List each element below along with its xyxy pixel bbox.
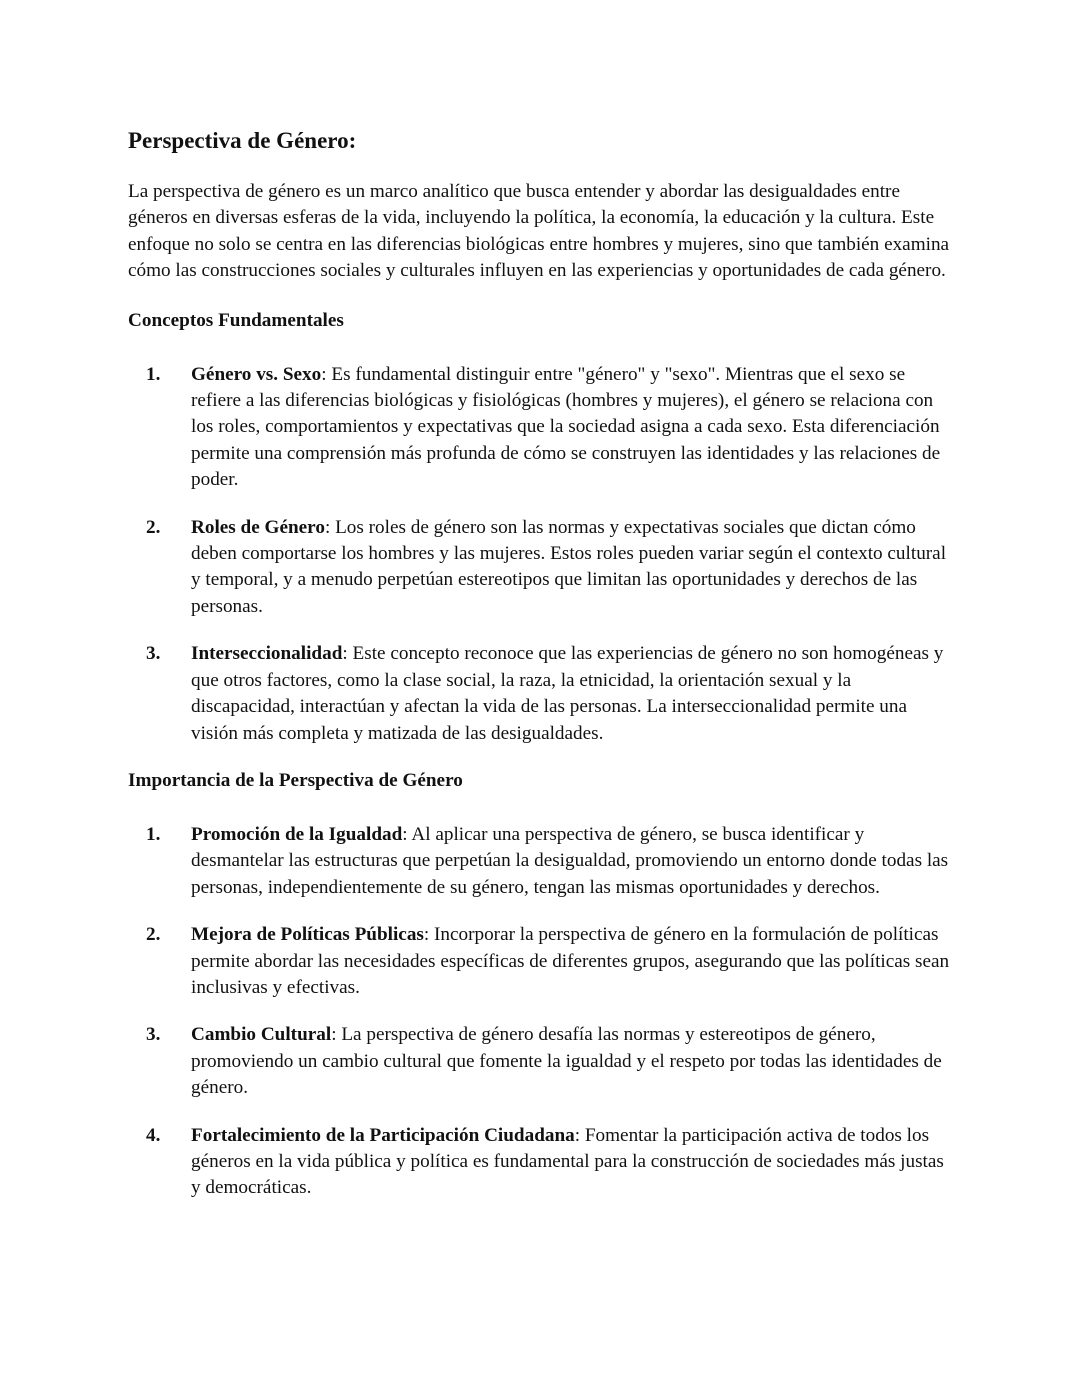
list-item <box>128 1123 956 1202</box>
list-item-term: Fortalecimiento de la Participación Ciudadana <box>191 1124 575 1146</box>
document-page <box>128 124 956 1223</box>
list-item-text: : La perspectiva de género desafía las normas y estereotipos de género, promoviendo un cambio cultural que fomente la igualdad y el respeto por todas las identidades de género. <box>191 1024 942 1099</box>
list-item <box>128 641 956 747</box>
list-item-number: 3. <box>146 1024 161 1046</box>
intro-paragraph: La perspectiva de género es un marco analítico que busca entender y abordar las desigualdades entre géneros en diversas esferas de la vida, incluyendo la política, la economía, la educación y la cultura. Este enfoque no solo se centra en las diferencias biológicas entre hombres y mujeres, sino que también examina cómo las construcciones sociales y culturales influyen en las experiencias y oportunidades de cada género. <box>128 181 950 282</box>
section-heading-importancia: Importancia de la Perspectiva de Género <box>128 769 463 791</box>
list-item-number: 1. <box>146 823 161 845</box>
list-item-text: : Incorporar la perspectiva de género en la formulación de políticas permite abordar las necesidades específicas de diferentes grupos, asegurando que las políticas sean inclusivas y efectivas. <box>191 924 950 998</box>
importancia-list <box>128 822 956 1202</box>
section-heading-conceptos: Conceptos Fundamentales <box>128 309 344 331</box>
list-item-number: 4. <box>146 1124 161 1146</box>
list-item <box>128 922 956 1001</box>
list-item-number: 3. <box>146 643 161 665</box>
list-item-number: 2. <box>146 924 161 946</box>
list-item-text: : Este concepto reconoce que las experiencias de género no son homogéneas y que otros factores, como la clase social, la raza, la etnicidad, la orientación sexual y la discapacidad, interactúan y afectan la vida de las personas. La interseccionalidad permite una visión más completa y matizada de las desigualdades. <box>191 643 944 744</box>
list-item <box>128 822 956 901</box>
list-item-text: : Es fundamental distinguir entre "género" y "sexo". Mientras que el sexo se refiere a las diferencias biológicas y fisiológicas (hombres y mujeres), el género se relaciona con los roles, comportamientos y expectativas que la sociedad asigna a cada sexo. Esta diferenciación permite una comprensión más profunda de cómo se construyen las identidades y las relaciones de poder. <box>191 363 941 491</box>
list-item-term: Roles de Género <box>191 516 325 538</box>
list-item-term: Promoción de la Igualdad <box>191 823 403 845</box>
list-item-text: : Fomentar la participación activa de todos los géneros en la vida pública y política es fundamental para la construcción de sociedades más justas y democráticas. <box>191 1124 944 1199</box>
list-item <box>128 362 956 494</box>
list-item-term: Cambio Cultural <box>191 1024 332 1046</box>
list-item-number: 1. <box>146 363 161 385</box>
document-title: Perspectiva de Género: <box>128 128 357 153</box>
list-item <box>128 515 956 621</box>
list-item-number: 2. <box>146 516 161 538</box>
list-item-term: Mejora de Políticas Públicas <box>191 924 424 946</box>
list-item-text: : Al aplicar una perspectiva de género, se busca identificar y desmantelar las estructuras que perpetúan la desigualdad, promoviendo un entorno donde todas las personas, independientemente de su género, tengan las mismas oportunidades y derechos. <box>191 823 949 898</box>
conceptos-list <box>128 362 956 747</box>
list-item-term: Género vs. Sexo <box>191 363 322 385</box>
list-item-term: Interseccionalidad <box>191 643 343 665</box>
list-item-text: : Los roles de género son las normas y expectativas sociales que dictan cómo deben comportarse los hombres y las mujeres. Estos roles pueden variar según el contexto cultural y temporal, y a menudo perpetúan estereotipos que limitan las oportunidades y derechos de las personas. <box>191 516 947 617</box>
list-item <box>128 1022 956 1101</box>
